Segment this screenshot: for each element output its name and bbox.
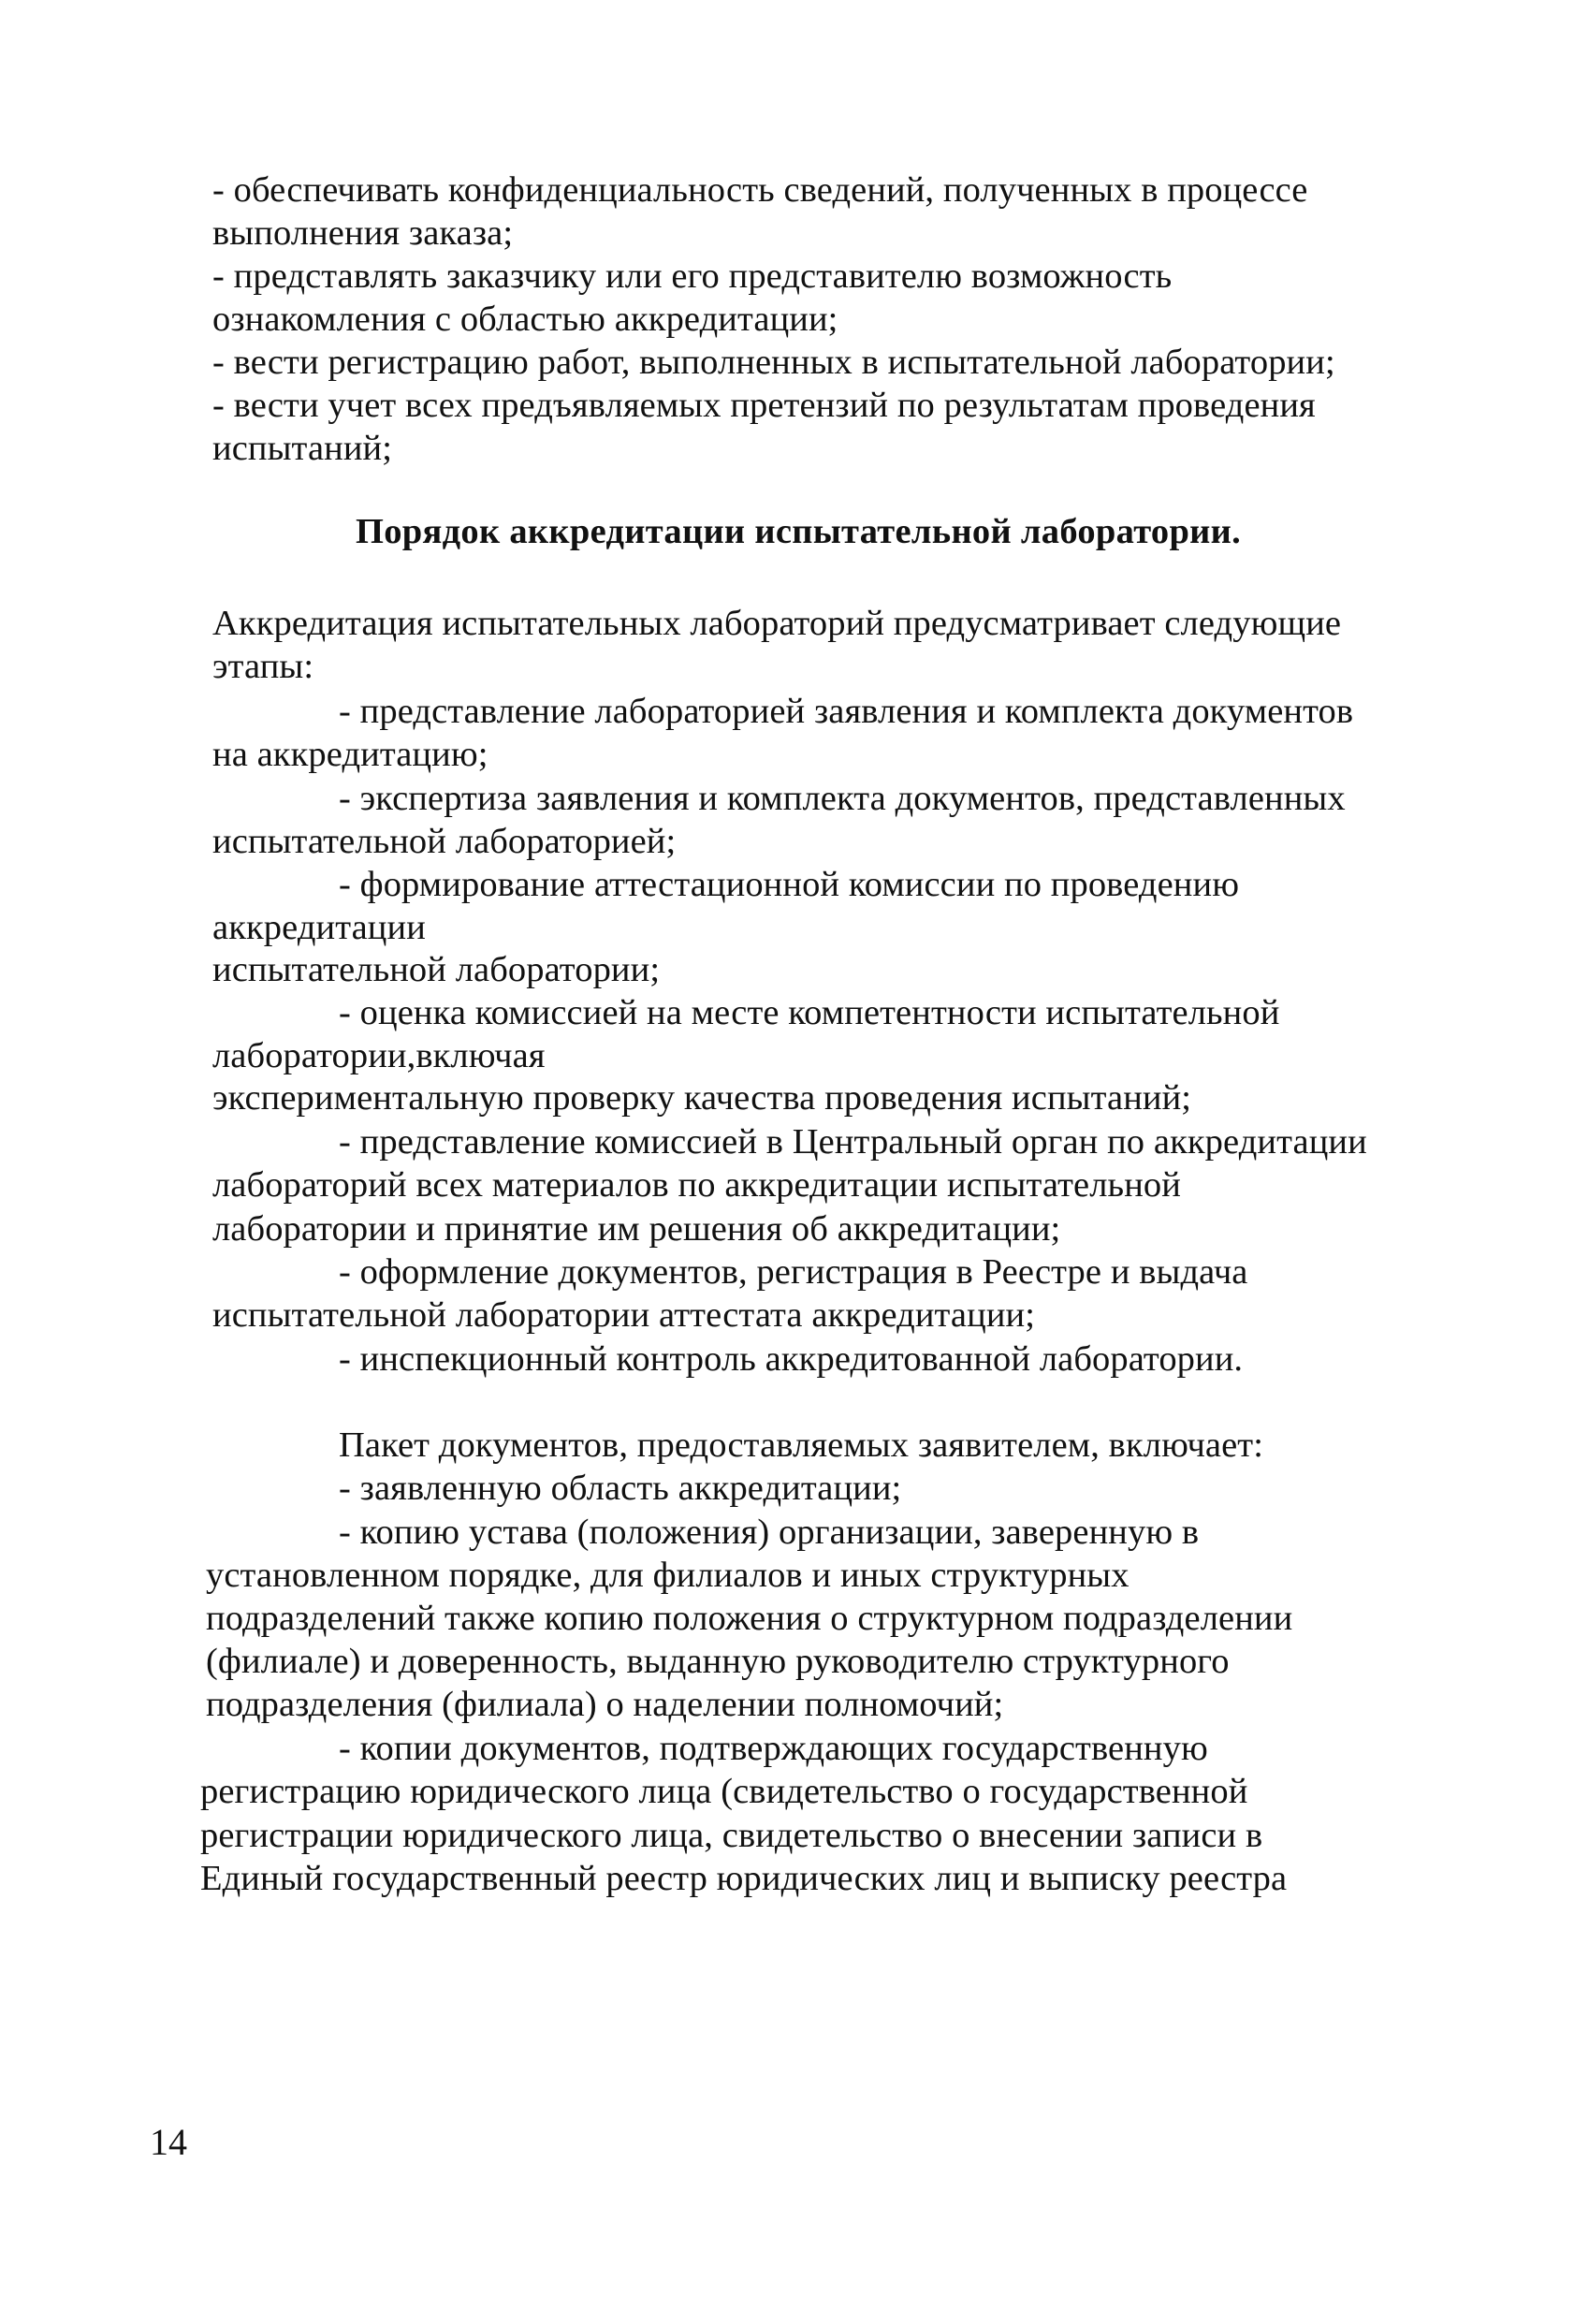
stages-line-6: аккредитации (212, 908, 426, 947)
section-heading: Порядок аккредитации испытательной лаборатории. (356, 512, 1242, 551)
stages-line-4: испытательной лабораторией; (212, 822, 677, 861)
package-line-6: (филиале) и доверенность, выданную руководителю структурного (206, 1642, 1230, 1681)
stages-line-3: - экспертиза заявления и комплекта документов, представленных (339, 779, 1346, 818)
package-line-2: - заявленную область аккредитации; (339, 1469, 902, 1508)
package-line-10: регистрации юридического лица, свидетельство о внесении записи в (200, 1816, 1263, 1855)
stages-line-11: - представление комиссией в Центральный орган по аккредитации (339, 1122, 1367, 1162)
stages-line-5: - формирование аттестационной комиссии по проведению (339, 865, 1240, 904)
package-line-5: подразделений также копию положения о структурном подразделении (206, 1599, 1293, 1638)
top-list-line-4: ознакомления с областью аккредитации; (212, 300, 838, 339)
top-list-line-2: выполнения заказа; (212, 213, 514, 253)
package-line-7: подразделения (филиала) о наделении полномочий; (206, 1685, 1004, 1724)
stages-line-13: лаборатории и принятие им решения об аккредитации; (212, 1209, 1061, 1249)
package-line-4: установленном порядке, для филиалов и иных структурных (206, 1556, 1129, 1595)
stages-line-16: - инспекционный контроль аккредитованной лаборатории. (339, 1339, 1244, 1379)
stages-intro-line-1: Аккредитация испытательных лабораторий предусматривает следующие (212, 604, 1342, 643)
stages-line-2: на аккредитацию; (212, 735, 488, 774)
page-number: 14 (150, 2121, 187, 2163)
package-line-3: - копию устава (положения) организации, заверенную в (339, 1513, 1200, 1552)
stages-line-12: лабораторий всех материалов по аккредитации испытательной (212, 1165, 1181, 1205)
package-line-1: Пакет документов, предоставляемых заявителем, включает: (339, 1425, 1264, 1465)
top-list-line-1: - обеспечивать конфиденциальность сведений, полученных в процессе (212, 170, 1308, 210)
package-line-11: Единый государственный реестр юридических лиц и выписку реестра (200, 1859, 1288, 1898)
top-list-line-7: испытаний; (212, 429, 393, 468)
package-line-8: - копии документов, подтверждающих государственную (339, 1729, 1208, 1768)
stages-intro-line-2: этапы: (212, 647, 314, 686)
stages-line-14: - оформление документов, регистрация в Реестре и выдача (339, 1252, 1248, 1292)
top-list-line-3: - представлять заказчику или его представителю возможность (212, 256, 1173, 296)
stages-line-7: испытательной лаборатории; (212, 950, 661, 989)
stages-line-15: испытательной лаборатории аттестата аккредитации; (212, 1295, 1036, 1335)
stages-line-1: - представление лабораторией заявления и комплекта документов (339, 692, 1354, 731)
stages-line-9: лаборатории,включая (212, 1036, 546, 1075)
stages-line-8: - оценка комиссией на месте компетентности испытательной (339, 993, 1280, 1032)
package-line-9: регистрацию юридического лица (свидетельство о государственной (200, 1772, 1248, 1811)
stages-line-10: экспериментальную проверку качества проведения испытаний; (212, 1078, 1192, 1118)
top-list-line-5: - вести регистрацию работ, выполненных в испытательной лаборатории; (212, 343, 1335, 382)
top-list-line-6: - вести учет всех предъявляемых претензий по результатам проведения (212, 386, 1316, 425)
